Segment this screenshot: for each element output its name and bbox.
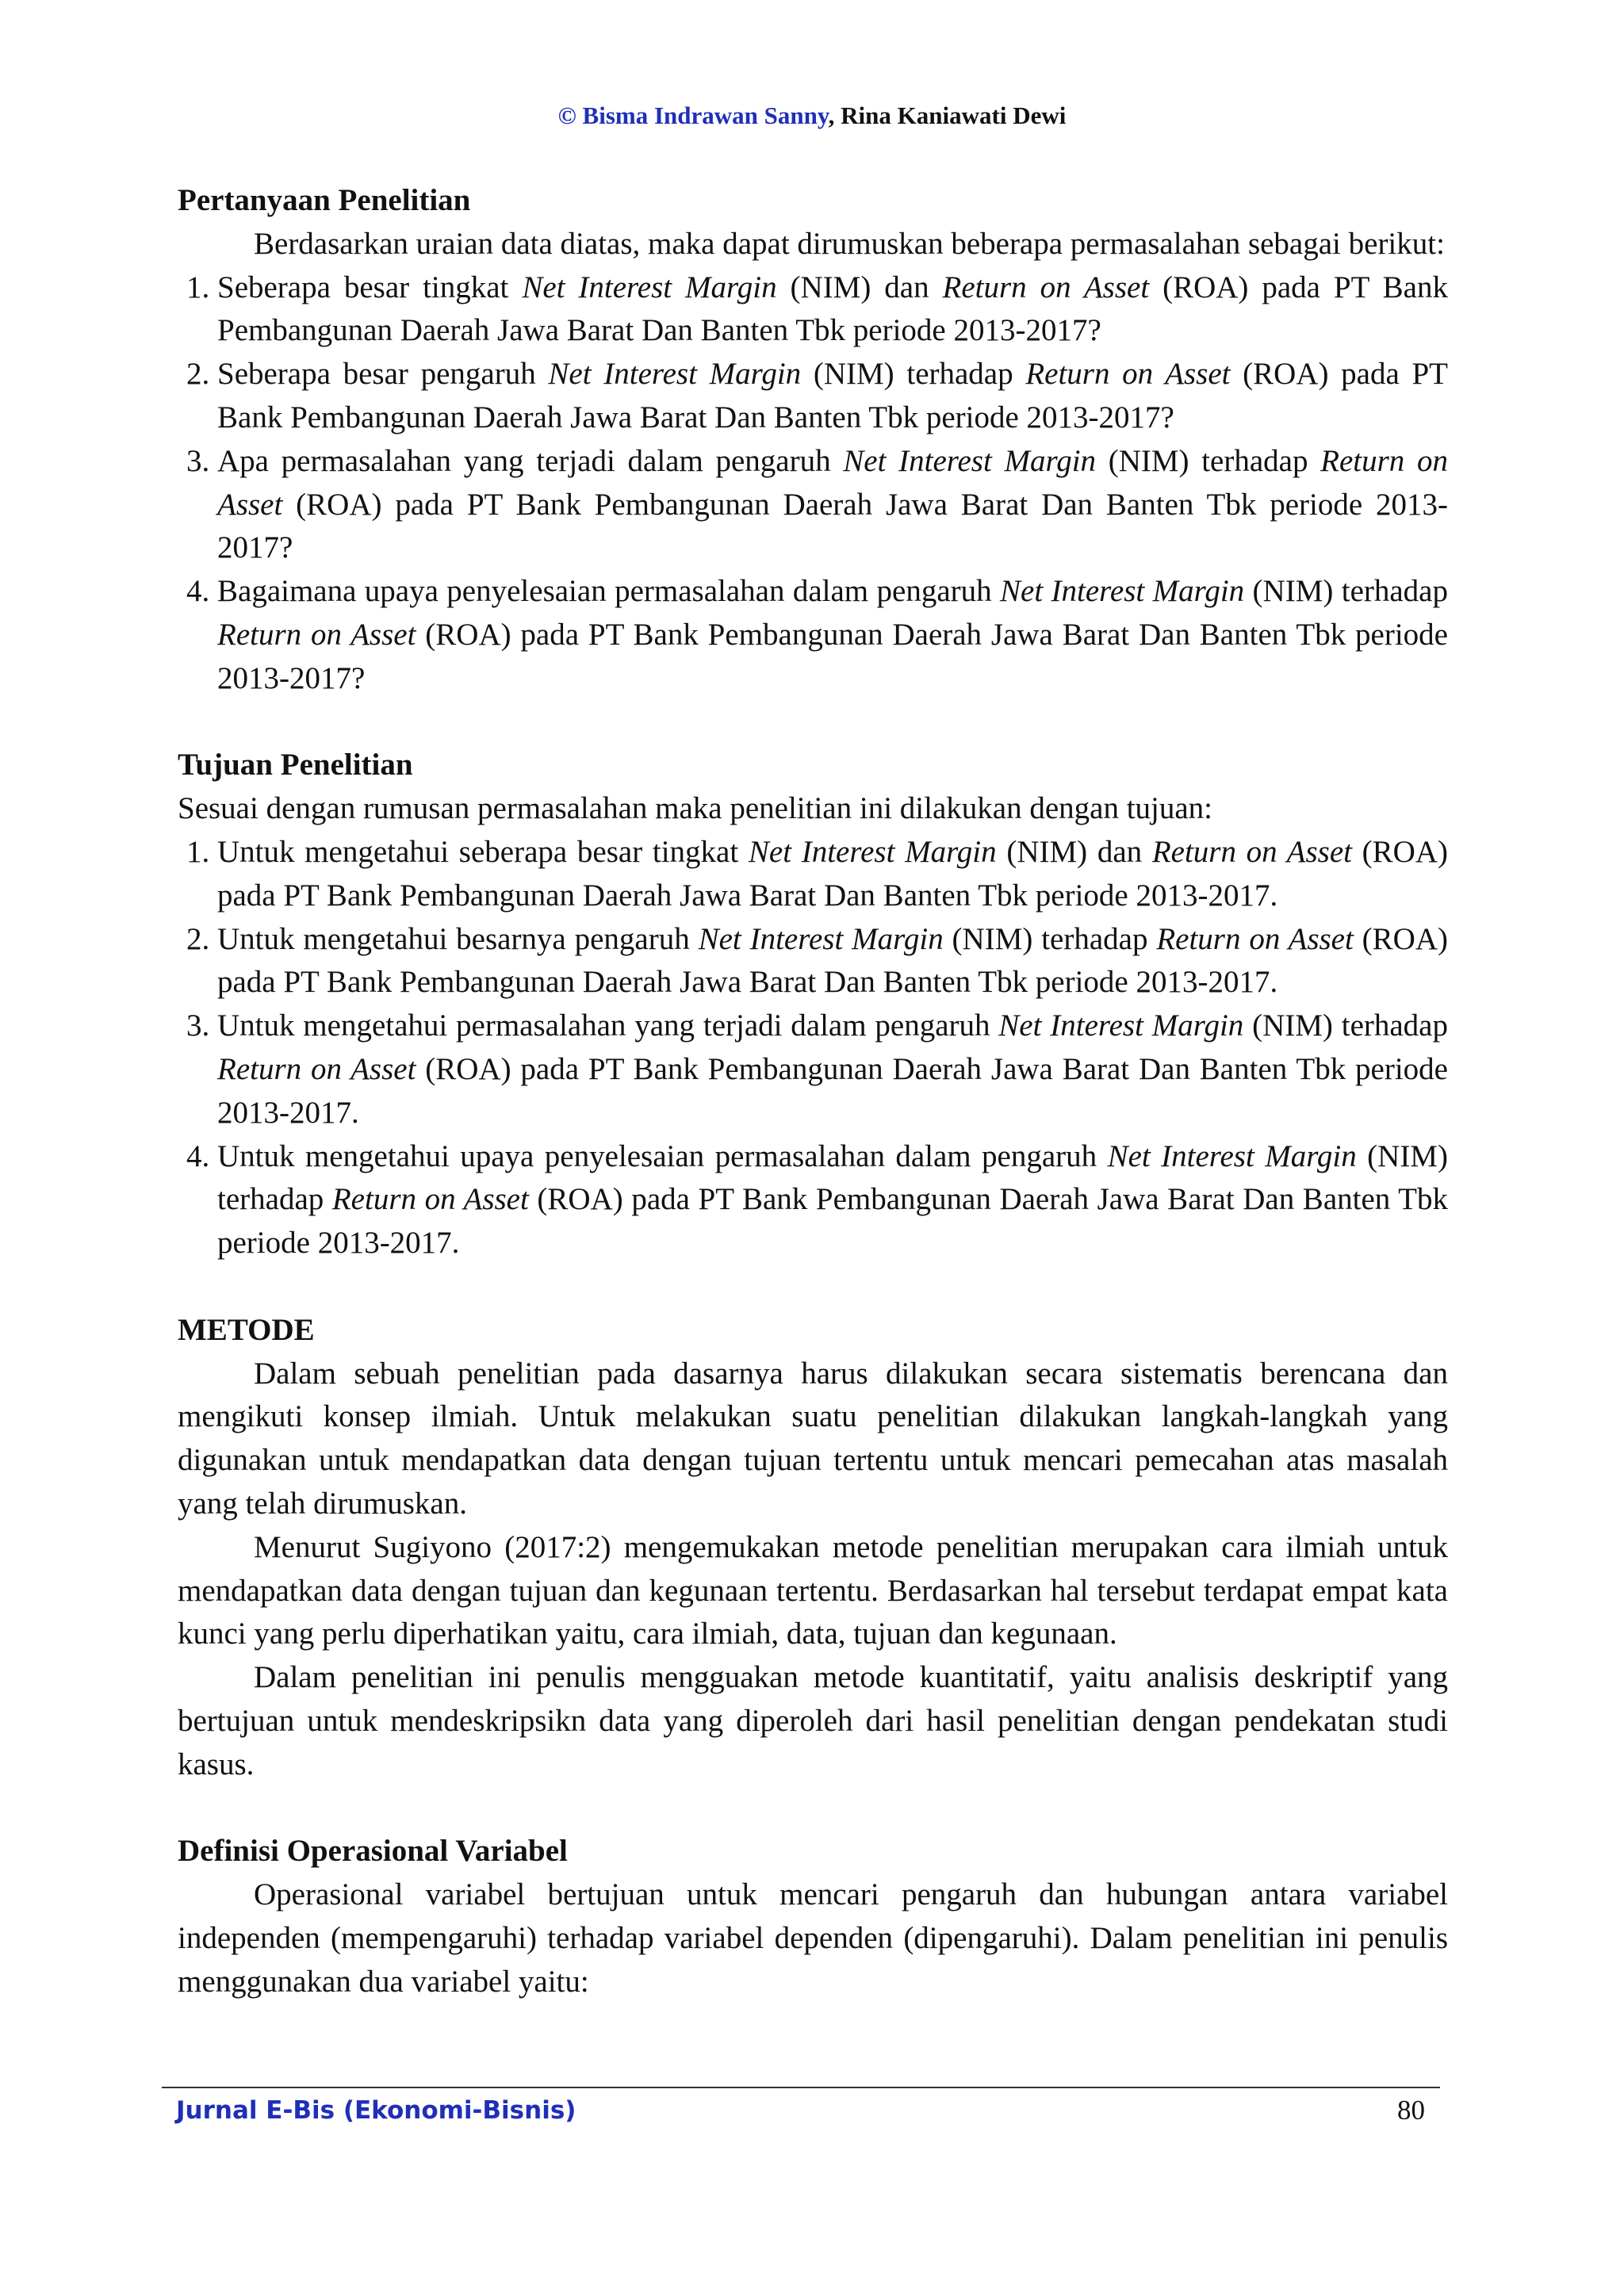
heading-metode: METODE xyxy=(178,1312,315,1347)
heading-pertanyaan-penelitian: Pertanyaan Penelitian xyxy=(178,183,471,217)
body-content xyxy=(178,179,1448,2003)
list-item: 2. Untuk mengetahui besarnya pengaruh Net Interest Margin (NIM) terhadap Return on Asset (ROA) pada PT Bank Pembangunan Daerah Jawa Barat Dan Banten Tbk periode 2013-2017. xyxy=(217,918,1448,1005)
list-item: 2. Seberapa besar pengaruh Net Interest Margin (NIM) terhadap Return on Asset (ROA) pada PT Bank Pembangunan Daerah Jawa Barat Dan Banten Tbk periode 2013-2017? xyxy=(217,353,1448,440)
list-item: 1. Seberapa besar tingkat Net Interest Margin (NIM) dan Return on Asset (ROA) pada PT Bank Pembangunan Daerah Jawa Barat Dan Banten Tbk periode 2013-2017? xyxy=(217,266,1448,354)
paragraph: Dalam penelitian ini penulis mengguakan metode kuantitatif, yaitu analisis deskriptif yang bertujuan untuk mendeskripsikn data yang diperoleh dari hasil penelitian dengan pendekatan studi kasus. xyxy=(178,1660,1448,1781)
footer-journal-name: Jurnal E-Bis (Ekonomi-Bisnis) xyxy=(176,2096,576,2125)
paragraph: Dalam sebuah penelitian pada dasarnya harus dilakukan secara sistematis berencana dan mengikuti konsep ilmiah. Untuk melakukan suatu penelitian dilakukan langkah-langkah yang digunakan untuk mendapatkan data dengan tujuan tertentu untuk mencari pemecahan atas masalah yang telah dirumuskan. xyxy=(178,1356,1448,1521)
heading-tujuan-penelitian: Tujuan Penelitian xyxy=(178,748,413,783)
paragraph: Menurut Sugiyono (2017:2) mengemukakan metode penelitian merupakan cara ilmiah untuk mendapatkan data dengan tujuan dan kegunaan tertentu. Berdasarkan hal tersebut terdapat empat kata kunci yang perlu diperhatikan yaitu, cara ilmiah, data, tujuan dan kegunaan. xyxy=(178,1529,1448,1651)
list-item: 3. Apa permasalahan yang terjadi dalam pengaruh Net Interest Margin (NIM) terhadap Return on Asset (ROA) pada PT Bank Pembangunan Daerah Jawa Barat Dan Banten Tbk periode 2013-2017? xyxy=(217,440,1448,570)
page-number: 80 xyxy=(1397,2095,1425,2126)
section2-list xyxy=(178,831,1448,1265)
header-author-link[interactable]: © Bisma Indrawan Sanny xyxy=(557,101,829,129)
running-header xyxy=(0,101,1624,130)
section1-list xyxy=(178,266,1448,701)
list-item: 4. Bagaimana upaya penyelesaian permasalahan dalam pengaruh Net Interest Margin (NIM) terhadap Return on Asset (ROA) pada PT Bank Pembangunan Daerah Jawa Barat Dan Banten Tbk periode 2013-2017? xyxy=(217,570,1448,700)
paragraph: Operasional variabel bertujuan untuk mencari pengaruh dan hubungan antara variabel independen (mempengaruhi) terhadap variabel dependen (dipengaruhi). Dalam penelitian ini penulis menggunakan dua variabel yaitu: xyxy=(178,1877,1448,1999)
footer-divider xyxy=(162,2087,1440,2088)
header-coauthor: , Rina Kaniawati Dewi xyxy=(828,101,1067,129)
section2-intro: Sesuai dengan rumusan permasalahan maka penelitian ini dilakukan dengan tujuan: xyxy=(178,791,1213,826)
list-item: 3. Untuk mengetahui permasalahan yang terjadi dalam pengaruh Net Interest Margin (NIM) terhadap Return on Asset (ROA) pada PT Bank Pembangunan Daerah Jawa Barat Dan Banten Tbk periode 2013-2017. xyxy=(217,1004,1448,1135)
list-item: 4. Untuk mengetahui upaya penyelesaian permasalahan dalam pengaruh Net Interest Margin (NIM) terhadap Return on Asset (ROA) pada PT Bank Pembangunan Daerah Jawa Barat Dan Banten Tbk periode 2013-2017. xyxy=(217,1135,1448,1265)
section1-intro: Berdasarkan uraian data diatas, maka dapat dirumuskan beberapa permasalahan sebagai berikut: xyxy=(254,226,1445,261)
list-item: 1. Untuk mengetahui seberapa besar tingkat Net Interest Margin (NIM) dan Return on Asset (ROA) pada PT Bank Pembangunan Daerah Jawa Barat Dan Banten Tbk periode 2013-2017. xyxy=(217,831,1448,918)
heading-definisi-operasional: Definisi Operasional Variabel xyxy=(178,1834,568,1869)
